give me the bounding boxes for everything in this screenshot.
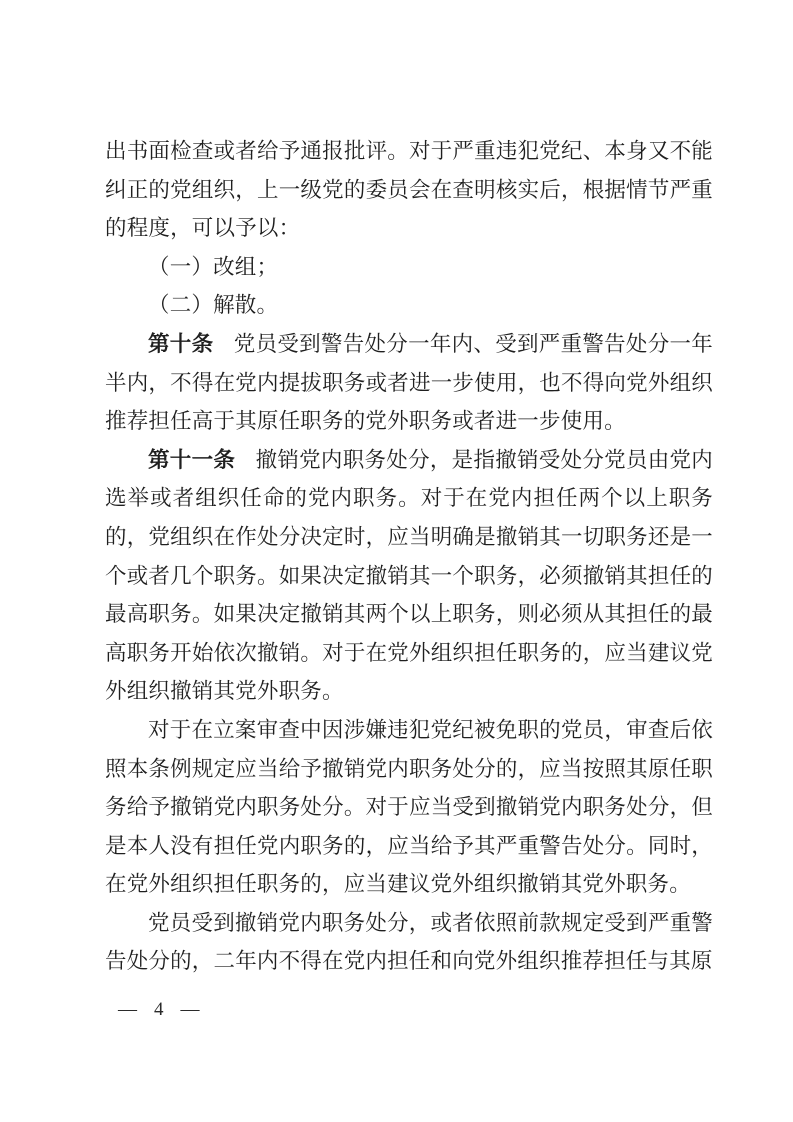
paragraph xyxy=(105,248,713,287)
paragraph xyxy=(105,325,713,441)
footer-right-dash: — xyxy=(180,999,200,1020)
paragraph xyxy=(105,132,713,248)
page-number: 4 xyxy=(154,999,164,1020)
paragraph-text: （二）解散。 xyxy=(148,293,279,318)
paragraph xyxy=(105,286,713,325)
paragraph-text: 撤销党内职务处分，是指撤销受处分党员由党内选举或者组织任命的党内职务。对于在党内担任两个以上职务的，党组织在作处分决定时，应当明确是撤销其一切职务还是一个或者几个职务。如果决定撤销其一个职务，必须撤销其担任的最高职务。如果决定撤销其两个以上职务，则必须从其担任的最高职务开始依次撤销。对于在党外组织担任职务的，应当建议党外组织撤销其党外职务。 xyxy=(105,447,713,704)
paragraph-text: 对于在立案审查中因涉嫌违犯党纪被免职的党员，审查后依照本条例规定应当给予撤销党内职务处分的，应当按照其原任职务给予撤销党内职务处分。对于应当受到撤销党内职务处分，但是本人没有担任党内职务的，应当给予其严重警告处分。同时，在党外组织担任职务的，应当建议党外组织撤销其党外职务。 xyxy=(105,717,713,897)
page-footer xyxy=(118,996,200,1024)
paragraph-text: （一）改组； xyxy=(148,254,279,279)
paragraph-text: 党员受到撤销党内职务处分，或者依照前款规定受到严重警告处分的，二年内不得在党内担任和向党外组织推荐担任与其原 xyxy=(105,910,713,974)
paragraph-text: 出书面检查或者给予通报批评。对于严重违犯党纪、本身又不能纠正的党组织，上一级党的委员会在查明核实后，根据情节严重的程度，可以予以： xyxy=(105,139,713,241)
paragraph xyxy=(105,441,713,711)
article-number-label: 第十一条 xyxy=(148,447,236,472)
footer-left-dash: — xyxy=(118,999,137,1020)
paragraph xyxy=(105,711,713,904)
article-number-label: 第十条 xyxy=(148,331,214,356)
paragraph-text: 党员受到警告处分一年内、受到严重警告处分一年半内，不得在党内提拔职务或者进一步使用，也不得向党外组织推荐担任高于其原任职务的党外职务或者进一步使用。 xyxy=(105,331,713,434)
paragraph xyxy=(105,904,713,981)
document-body-text xyxy=(105,132,713,981)
